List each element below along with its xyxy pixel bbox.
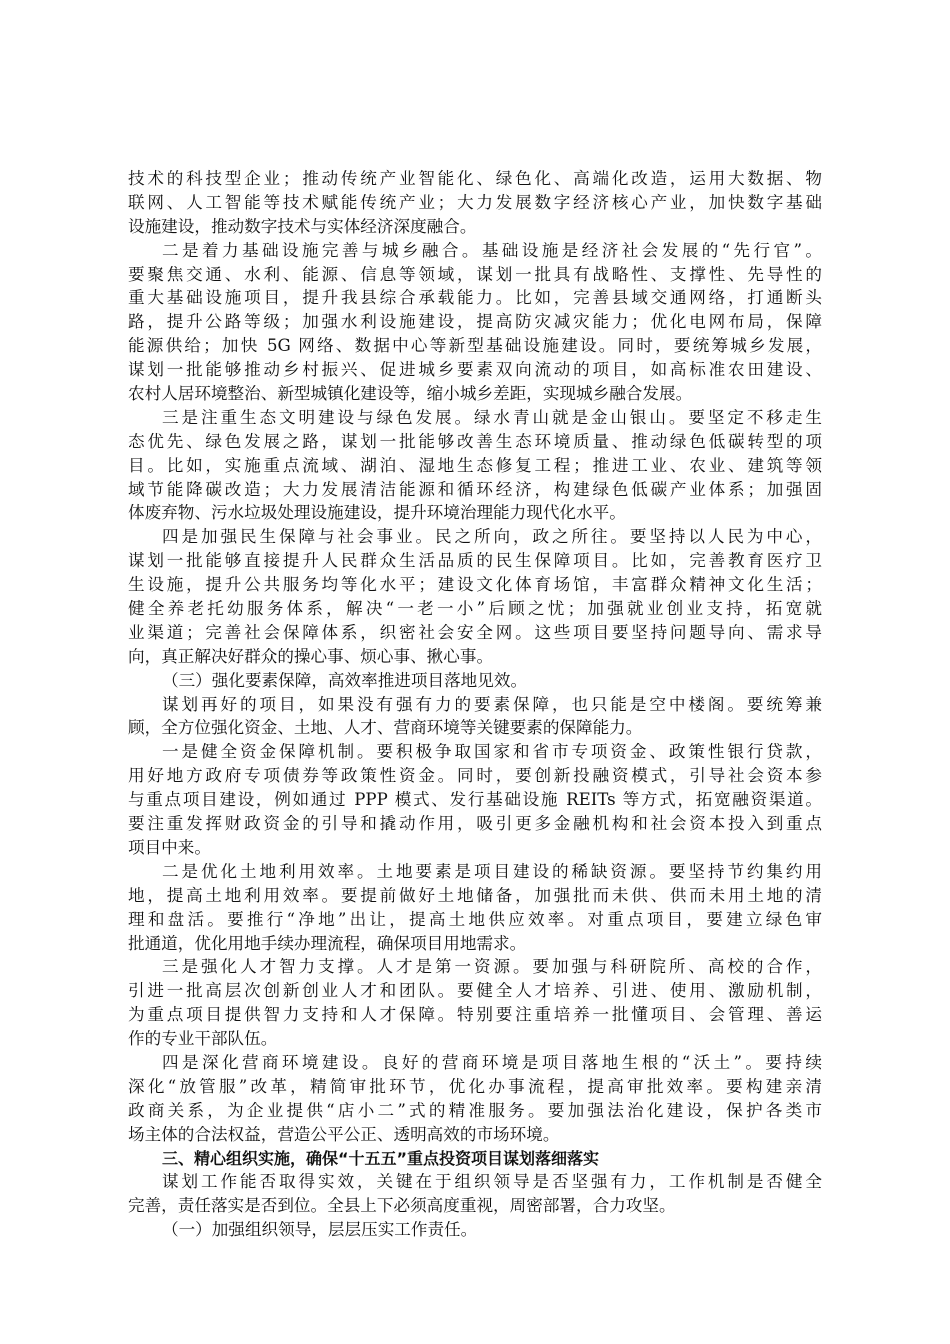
text-line: 与重点项目建设，例如通过 PPP 模式、发行基础设施 REITs 等方式，拓宽融资渠道。 (128, 790, 822, 810)
text-line: 业渠道；完善社会保障体系，织密社会安全网。这些项目要坚持问题导向、需求导 (128, 622, 822, 642)
text-line: 向，真正解决好群众的操心事、烦心事、揪心事。 (128, 646, 494, 666)
text-line: 政商关系，为企业提供“店小二”式的精准服务。要加强法治化建设，保护各类市 (128, 1100, 822, 1120)
text-line: 要注重发挥财政资金的引导和撬动作用，吸引更多金融机构和社会资本投入到重点 (128, 814, 822, 834)
text-line: 四是加强民生保障与社会事业。民之所向，政之所往。要坚持以人民为中心， (162, 527, 822, 547)
text-line: 能源供给；加快 5G 网络、数据中心等新型基础设施建设。同时，要统筹城乡发展， (128, 336, 822, 356)
text-line: 理和盘活。要推行“净地”出让，提高土地供应效率。对重点项目，要建立绿色审 (128, 909, 822, 929)
text-line: 路，提升公路等级；加强水利设施建设，提高防灾减灾能力；优化电网布局，保障 (128, 312, 822, 332)
text-line: 地，提高土地利用效率。要提前做好土地储备，加强批而未供、供而未用土地的清 (128, 885, 822, 905)
text-line: 顾，全方位强化资金、土地、人才、营商环境等关键要素的保障能力。 (128, 718, 643, 738)
text-line: 体废弃物、污水垃圾处理设施建设，提升环境治理能力现代化水平。 (128, 503, 626, 523)
text-line: 态优先、绿色发展之路，谋划一批能够改善生态环境质量、推动绿色低碳转型的项 (128, 431, 822, 451)
text-line: （三）强化要素保障，高效率推进项目落地见效。 (162, 670, 528, 690)
text-line: 生设施，提升公共服务均等化水平；建设文化体育场馆，丰富群众精神文化生活； (128, 575, 822, 595)
text-line: 设施建设，推动数字技术与实体经济深度融合。 (128, 216, 477, 236)
text-line: 场主体的合法权益，营造公平公正、透明高效的市场环境。 (128, 1124, 560, 1144)
text-line: 域节能降碳改造；大力发展清洁能源和循环经济，构建绿色低碳产业体系；加强固 (128, 479, 822, 499)
text-line: 谋划一批能够直接提升人民群众生活品质的民生保障项目。比如，完善教育医疗卫 (128, 551, 822, 571)
text-line: 要聚焦交通、水利、能源、信息等领域，谋划一批具有战略性、支撑性、先导性的 (128, 264, 822, 284)
text-line: 完善，责任落实是否到位。全县上下必须高度重视，周密部署，合力攻坚。 (128, 1196, 676, 1216)
text-line: （一）加强组织领导，层层压实工作责任。 (162, 1220, 478, 1240)
text-line: 用好地方政府专项债券等政策性资金。同时，要创新投融资模式，引导社会资本参 (128, 766, 822, 786)
text-line: 联网、人工智能等技术赋能传统产业；大力发展数字经济核心产业，加快数字基础 (128, 192, 822, 212)
text-line: 引进一批高层次创新创业人才和团队。要健全人才培养、引进、使用、激励机制， (128, 981, 822, 1001)
text-line: 技术的科技型企业；推动传统产业智能化、绿色化、高端化改造，运用大数据、物 (128, 169, 822, 188)
text-line: 二是优化土地利用效率。土地要素是项目建设的稀缺资源。要坚持节约集约用 (162, 861, 822, 881)
document-body (128, 167, 822, 1242)
text-line: 谋划一批能够推动乡村振兴、促进城乡要素双向流动的项目，如高标准农田建设、 (128, 360, 822, 380)
text-line: 重大基础设施项目，提升我县综合承载能力。比如，完善县域交通网络，打通断头 (128, 288, 822, 308)
text-line: 批通道，优化用地手续办理流程，确保项目用地需求。 (128, 933, 527, 953)
text-line: 作的专业干部队伍。 (128, 1029, 278, 1049)
text-line: 三是注重生态文明建设与绿色发展。绿水青山就是金山银山。要坚定不移走生 (162, 407, 822, 427)
text-line: 四是深化营商环境建设。良好的营商环境是项目落地生根的“沃土”。要持续 (162, 1052, 822, 1072)
text-line: 健全养老托幼服务体系，解决“一老一小”后顾之忧；加强就业创业支持，拓宽就 (128, 599, 822, 619)
section-heading: 三、精心组织实施，确保“十五五”重点投资项目谋划落细落实 (162, 1148, 600, 1168)
text-line: 三是强化人才智力支撑。人才是第一资源。要加强与科研院所、高校的合作， (162, 957, 822, 977)
text-line: 项目中来。 (128, 837, 211, 857)
text-line: 二是着力基础设施完善与城乡融合。基础设施是经济社会发展的“先行官”。 (162, 240, 822, 260)
text-line: 一是健全资金保障机制。要积极争取国家和省市专项资金、政策性银行贷款， (162, 742, 822, 762)
text-line: 谋划再好的项目，如果没有强有力的要素保障，也只能是空中楼阁。要统筹兼 (162, 694, 822, 714)
text-line: 农村人居环境整治、新型城镇化建设等，缩小城乡差距，实现城乡融合发展。 (128, 384, 693, 404)
text-line: 为重点项目提供智力支持和人才保障。特别要注重培养一批懂项目、会管理、善运 (128, 1005, 822, 1025)
text-line: 深化“放管服”改革，精简审批环节，优化办事流程，提高审批效率。要构建亲清 (128, 1076, 822, 1096)
text-line: 谋划工作能否取得实效，关键在于组织领导是否坚强有力，工作机制是否健全 (162, 1172, 822, 1192)
text-line: 目。比如，实施重点流域、湖泊、湿地生态修复工程；推进工业、农业、建筑等领 (128, 455, 822, 475)
